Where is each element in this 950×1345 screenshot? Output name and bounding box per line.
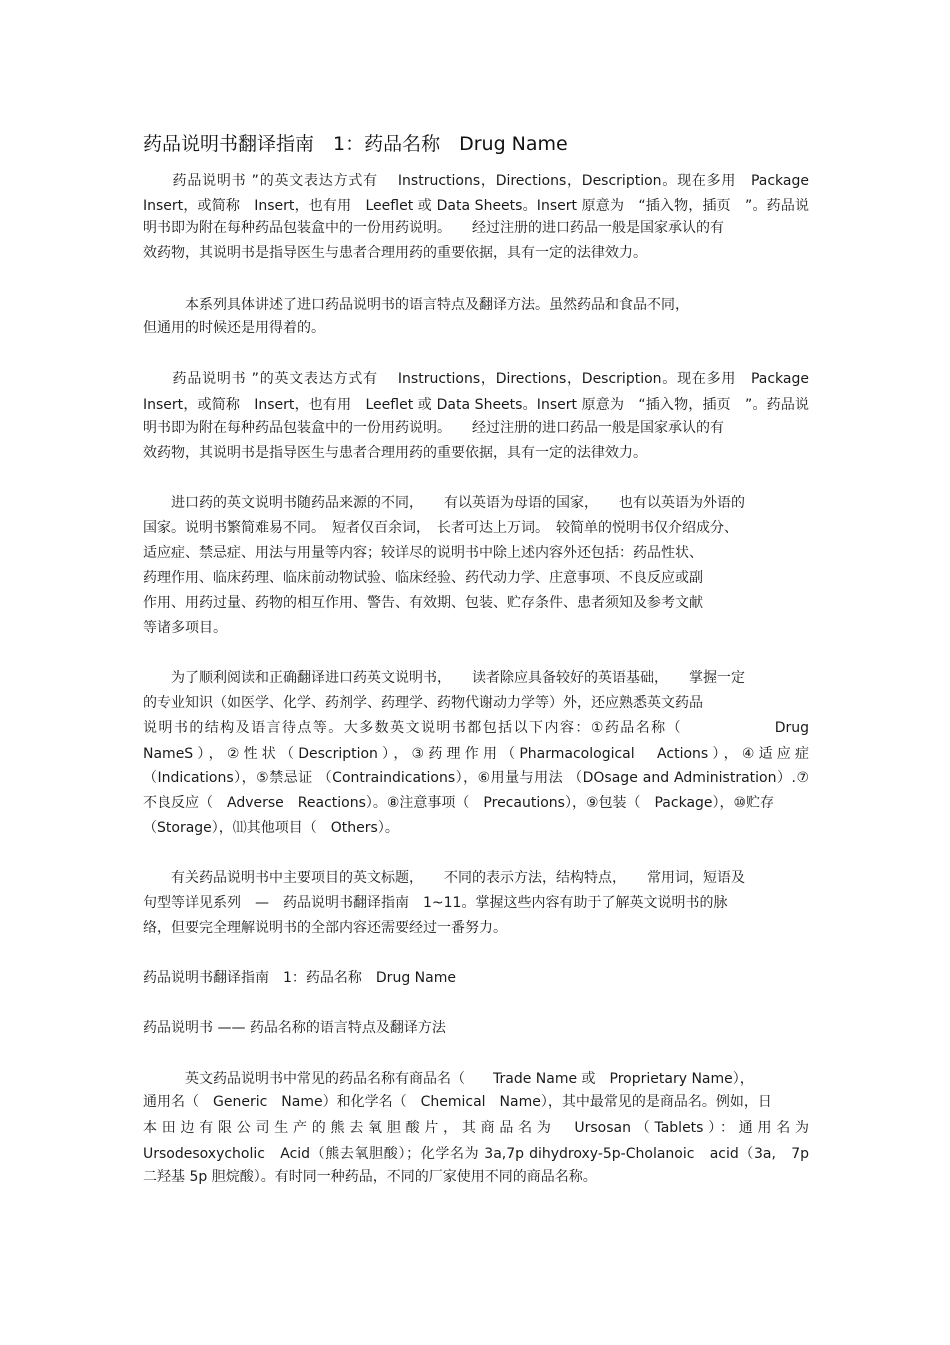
text-line: 作用、用药过量、药物的相互作用、警告、有效期、包装、贮存条件、患者须知及参考文献 xyxy=(143,595,703,611)
text-line: 不良反应（ Adverse Reactions）。⑧注意事项（ Precautions），⑨包装（ Package），⑩贮存 xyxy=(143,795,775,811)
text-line: 有关药品说明书中主要项目的英文标题， 不同的表示方法，结构特点， 常用词，短语及 xyxy=(143,870,745,886)
text-line: Insert，或简称 Insert，也有用 Leeflet 或 Data Sheets。Insert 原意为 “插入物，插页 ”。药品说 xyxy=(143,198,809,214)
text-line: 句型等详见系列 — 药品说明书翻译指南 1~11。掌握这些内容有助于了解英文说明书的脉 xyxy=(143,895,728,911)
text-line: 的专业知识（如医学、化学、药剂学、药理学、药物代谢动力学等）外，还应熟悉英文药品 xyxy=(143,695,703,711)
text-line: 国家。说明书繁简难易不同。 短者仅百余词， 长者可达上万词。 较简单的悦明书仅介绍成分、 xyxy=(143,520,738,536)
text-line: 通用名（ Generic Name）和化学名（ Chemical Name），其中最常见的是商品名。例如，日 xyxy=(143,1094,772,1110)
text-line: 英文药品说明书中常见的药品名称有商品名（ Trade Name 或 Proprietary Name）， xyxy=(143,1071,754,1087)
text-line: NameS），②性状（Description），③药理作用（Pharmacological Actions），④适应症 xyxy=(143,746,809,762)
text-line: 效药物，其说明书是指导医生与患者合理用药的重要依据，具有一定的法律效力。 xyxy=(143,245,647,261)
text-line: 但通用的时候还是用得着的。 xyxy=(143,320,325,336)
text-line: 本田边有限公司生产的熊去氧胆酸片，其商品名为 Ursosan（Tablets）：通用名为 xyxy=(143,1120,809,1136)
text-line: （Storage），⑾其他项目（ Others）。 xyxy=(143,820,399,836)
text-line: 本系列具体讲述了进口药品说明书的语言特点及翻译方法。虽然药品和食品不同， xyxy=(143,297,689,313)
text-line: 药品说明书 ”的英文表达方式有 Instructions，Directions，Description。现在多用 Package xyxy=(143,173,809,189)
text-line: 适应症、禁忌症、用法与用量等内容；较详尽的说明书中除上述内容外还包括：药品性状、 xyxy=(143,545,703,561)
text-line: 药理作用、临床药理、临床前动物试验、临床经验、药代动力学、庄意事项、不良反应或副 xyxy=(143,570,703,586)
section-heading: 药品说明书 —— 药品名称的语言特点及翻译方法 xyxy=(143,1020,446,1036)
document-title: 药品说明书翻译指南 1：药品名称 Drug Name xyxy=(143,133,568,155)
text-line: 效药物，其说明书是指导医生与患者合理用药的重要依据，具有一定的法律效力。 xyxy=(143,445,647,461)
text-line: 进口药的英文说明书随药品来源的不同， 有以英语为母语的国家， 也有以英语为外语的 xyxy=(143,495,745,511)
text-line: 为了顺利阅读和正确翻译进口药英文说明书， 读者除应具备较好的英语基础， 掌握一定 xyxy=(143,670,745,686)
text-line: Insert，或简称 Insert，也有用 Leeflet 或 Data Sheets。Insert 原意为 “插入物，插页 ”。药品说 xyxy=(143,397,809,413)
text-line: 二羟基 5p 胆烷酸）。有时同一种药品，不同的厂家使用不同的商品名称。 xyxy=(143,1169,597,1185)
text-line: 药品说明书 ”的英文表达方式有 Instructions，Directions，Description。现在多用 Package xyxy=(143,371,809,387)
text-line: （Indications），⑤禁忌证 （Contraindications），⑥用量与用法 （DOsage and Administration）.⑦ xyxy=(143,770,809,786)
section-heading: 药品说明书翻译指南 1：药品名称 Drug Name xyxy=(143,970,456,986)
text-line: 明书即为附在每种药品包装盒中的一份用药说明。 经过注册的进口药品一般是国家承认的有 xyxy=(143,420,724,436)
text-line: 说明书的结构及语言待点等。大多数英文说明书都包括以下内容：①药品名称（ Drug xyxy=(143,720,809,736)
text-line: 等诸多项目。 xyxy=(143,620,227,636)
text-line: 明书即为附在每种药品包装盒中的一份用药说明。 经过注册的进口药品一般是国家承认的有 xyxy=(143,220,724,236)
text-line: 络，但要完全理解说明书的全部内容还需要经过一番努力。 xyxy=(143,920,507,936)
text-line: Ursodesoxycholic Acid（熊去氧胆酸）；化学名为 3a,7p dihydroxy-5p-Cholanoic acid（3a, 7p xyxy=(143,1146,809,1162)
